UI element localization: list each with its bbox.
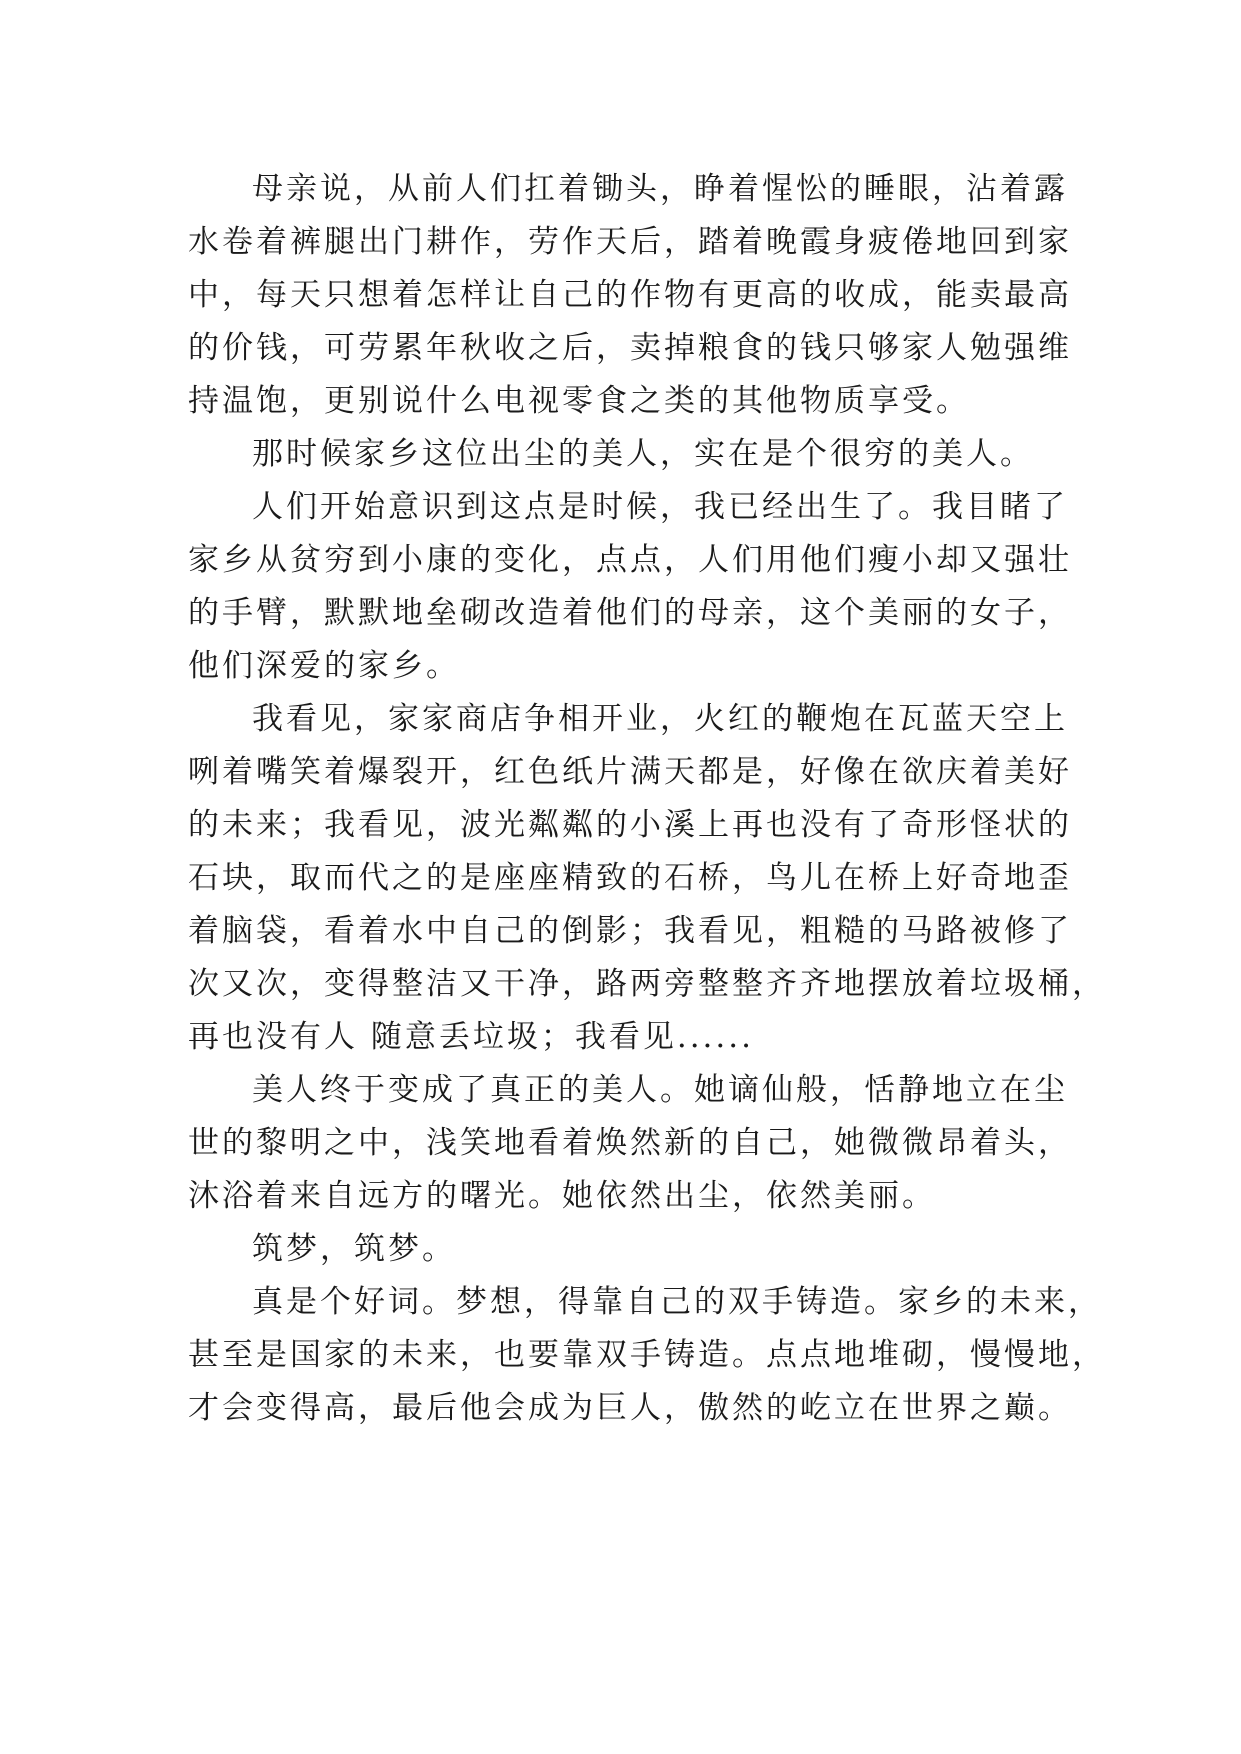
text-line: 母亲说，从前人们扛着锄头，睁着惺忪的睡眼，沾着露 — [252, 171, 1068, 207]
text-line: 的手臂，默默地垒砌改造着他们的母亲，这个美丽的女子， — [188, 595, 1072, 631]
text-line: 家乡从贫穷到小康的变化，点点，人们用他们瘦小却又强壮 — [188, 542, 1072, 578]
text-line: 筑梦，筑梦。 — [252, 1231, 456, 1267]
text-line: 次又次，变得整洁又干净，路两旁整整齐齐地摆放着垃圾桶， — [188, 966, 1106, 1002]
text-line: 他们深爱的家乡。 — [188, 648, 460, 684]
text-line: 真是个好词。梦想，得靠自己的双手铸造。家乡的未来， — [252, 1284, 1102, 1320]
text-line: 的价钱，可劳累年秋收之后，卖掉粮食的钱只够家人勉强维 — [188, 330, 1072, 366]
text-line: 人们开始意识到这点是时候，我已经出生了。我目睹了 — [252, 489, 1068, 525]
text-line: 水卷着裤腿出门耕作，劳作天后，踏着晚霞身疲倦地回到家 — [188, 224, 1072, 260]
text-line: 世的黎明之中，浅笑地看着焕然新的自己，她微微昂着头， — [188, 1125, 1072, 1161]
text-line: 沐浴着来自远方的曙光。她依然出尘，依然美丽。 — [188, 1178, 936, 1214]
text-line: 甚至是国家的未来，也要靠双手铸造。点点地堆砌，慢慢地， — [188, 1337, 1106, 1373]
text-line: 持温饱，更别说什么电视零食之类的其他物质享受。 — [188, 383, 970, 419]
text-line: 的未来；我看见，波光粼粼的小溪上再也没有了奇形怪状的 — [188, 807, 1072, 843]
text-line: 中，每天只想着怎样让自己的作物有更高的收成，能卖最高 — [188, 277, 1072, 313]
text-line: 咧着嘴笑着爆裂开，红色纸片满天都是，好像在欲庆着美好 — [188, 754, 1072, 790]
text-line: 美人终于变成了真正的美人。她谪仙般，恬静地立在尘 — [252, 1072, 1068, 1108]
text-line: 着脑袋，看着水中自己的倒影；我看见，粗糙的马路被修了 — [188, 913, 1072, 949]
text-line: 我看见，家家商店争相开业，火红的鞭炮在瓦蓝天空上 — [252, 701, 1068, 737]
text-line: 石块，取而代之的是座座精致的石桥，鸟儿在桥上好奇地歪 — [188, 860, 1072, 896]
text-line: 再也没有人 随意丢垃圾；我看见...... — [188, 1019, 754, 1055]
text-line: 那时候家乡这位出尘的美人，实在是个很穷的美人。 — [252, 436, 1034, 472]
text-line: 才会变得高，最后他会成为巨人，傲然的屹立在世界之巅。 — [188, 1390, 1072, 1426]
